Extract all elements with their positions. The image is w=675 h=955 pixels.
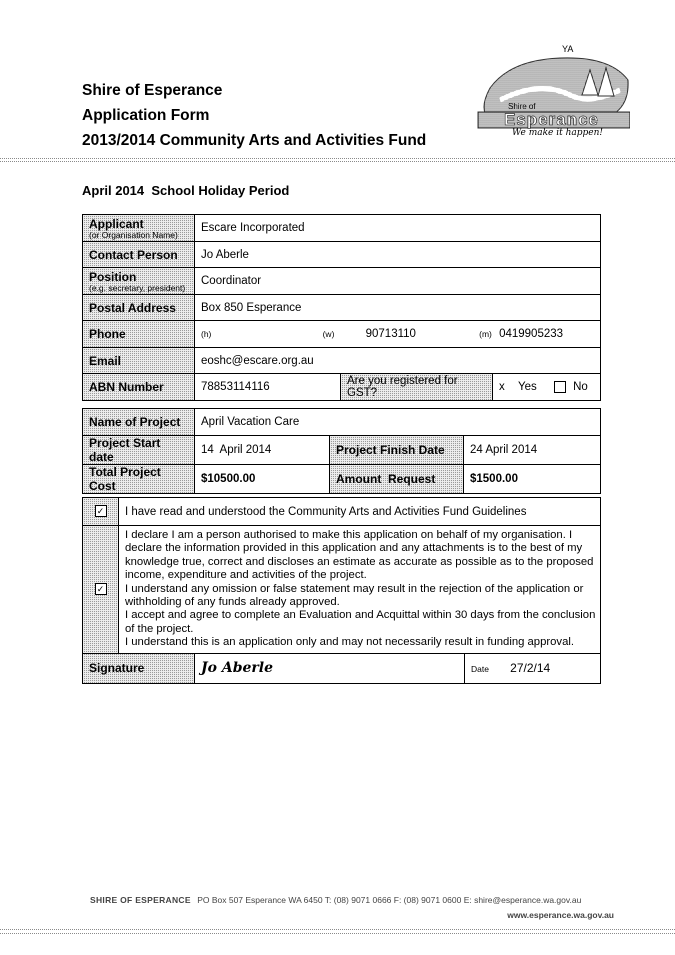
footer-contact: PO Box 507 Esperance WA 6450 T: (08) 9071 0666 F: (08) 9071 0600 E: shire@esperance.wa.gov.au: [197, 895, 582, 905]
logo-top-text: YA: [562, 44, 574, 54]
header-divider: [0, 158, 675, 159]
phone-mobile-label: (m): [479, 329, 492, 339]
footer-org: SHIRE OF ESPERANCE: [90, 895, 191, 905]
applicant-label-cell: [83, 215, 195, 242]
email-label: Email: [83, 348, 195, 374]
declaration-line: of the project.: [125, 622, 194, 635]
footer: [90, 895, 620, 920]
phone-work-value[interactable]: 90713110: [365, 328, 416, 340]
declaration-line: withholding of any funds already approved.: [125, 596, 340, 609]
header-fund-title: 2013/2014 Community Arts and Activities Fund: [82, 132, 427, 149]
signature-value[interactable]: Jo Aberle: [195, 653, 465, 683]
row-phone: [83, 321, 601, 348]
declaration-line: I understand this is an application only and may not necessarily result in funding approval.: [125, 636, 575, 649]
date-value[interactable]: 27/2/14: [510, 661, 551, 676]
postal-value[interactable]: Box 850 Esperance: [195, 295, 601, 321]
position-value[interactable]: Coordinator: [195, 268, 601, 295]
logo-tagline: We make it happen!: [512, 128, 604, 138]
logo-small-text: Shire of: [508, 102, 536, 111]
declaration-text: [119, 526, 601, 654]
row-project-cost: [83, 465, 601, 494]
period-heading: April 2014 School Holiday Period: [82, 183, 290, 198]
row-applicant: [83, 215, 601, 242]
logo-name: Esperance: [504, 110, 599, 129]
guidelines-checkbox[interactable]: ✓: [95, 505, 107, 517]
phone-work-label: (w): [322, 329, 335, 339]
guidelines-check-cell: [83, 498, 119, 526]
declaration-check-cell: [83, 526, 119, 654]
abn-value[interactable]: 78853114116: [195, 374, 341, 401]
footer-divider-2: [0, 933, 675, 934]
abn-label: ABN Number: [83, 374, 195, 401]
phone-home-label: (h): [201, 329, 212, 339]
date-cell: [465, 653, 601, 683]
declaration-line: I understand any omission or false statement may result in the rejection of the application or: [125, 582, 584, 595]
phone-value-cell[interactable]: [195, 321, 601, 348]
gst-yes-mark[interactable]: x: [499, 381, 505, 394]
finish-date-value[interactable]: 24 April 2014: [464, 436, 601, 465]
footer-website[interactable]: www.esperance.wa.gov.au: [507, 910, 614, 920]
gst-yes-label: Yes: [517, 381, 537, 394]
declaration-line: I declare I am a person authorised to make this application on behalf of my organisation. I: [125, 529, 573, 541]
position-sublabel: (e.g. secretary, president): [89, 282, 186, 293]
amount-request-value[interactable]: $1500.00: [464, 465, 601, 494]
footer-contact-line: [90, 895, 620, 905]
total-cost-label: Total Project Cost: [83, 465, 195, 494]
date-label: Date: [471, 664, 489, 675]
row-project-name: [83, 409, 601, 436]
postal-label: Postal Address: [83, 295, 195, 321]
declaration-line: income, expenditure and activities of the project.: [125, 569, 367, 582]
header-org-name: Shire of Esperance: [82, 82, 223, 99]
header-divider-2: [0, 161, 675, 162]
gst-question: Are you registered for GST?: [341, 374, 493, 401]
footer-divider: [0, 929, 675, 930]
shire-logo: [470, 44, 630, 142]
amount-request-label: Amount Request: [330, 465, 464, 494]
project-name-label: Name of Project: [83, 409, 195, 436]
row-signature: [83, 653, 601, 683]
header-form-title: Application Form: [82, 107, 210, 124]
row-position: [83, 268, 601, 295]
position-label: Position: [89, 269, 137, 284]
project-name-value[interactable]: April Vacation Care: [195, 409, 601, 436]
declaration-line: declare the information provided in this application and any attachments is to the best of my: [125, 542, 583, 555]
declaration-table: [82, 497, 601, 684]
gst-options: [493, 374, 601, 401]
row-guidelines: [83, 498, 601, 526]
position-label-cell: [83, 268, 195, 295]
row-postal: [83, 295, 601, 321]
row-contact: [83, 242, 601, 268]
start-date-label: Project Start date: [83, 436, 195, 465]
declaration-line: I accept and agree to complete an Evaluation and Acquittal within 30 days from the conclusion: [125, 609, 596, 622]
project-table: [82, 408, 601, 494]
finish-date-label: Project Finish Date: [330, 436, 464, 465]
row-email: [83, 348, 601, 374]
phone-mobile-value[interactable]: 0419905233: [499, 328, 564, 340]
contact-value[interactable]: Jo Aberle: [195, 242, 601, 268]
row-project-dates: [83, 436, 601, 465]
row-declaration: [83, 526, 601, 654]
email-value[interactable]: eoshc@escare.org.au: [195, 348, 601, 374]
declaration-line: knowledge true, correct and discloses an estimate as accurate as possible as to the proposed: [125, 555, 594, 568]
applicant-label: Applicant: [89, 216, 144, 231]
gst-no-checkbox[interactable]: [554, 381, 566, 393]
applicant-sublabel: (or Organisation Name): [89, 229, 178, 240]
phone-label: Phone: [83, 321, 195, 348]
total-cost-value[interactable]: $10500.00: [195, 465, 330, 494]
applicant-table: [82, 214, 601, 401]
gst-no-label: No: [573, 381, 588, 394]
applicant-value[interactable]: Escare Incorporated: [195, 215, 601, 242]
guidelines-text: I have read and understood the Community Arts and Activities Fund Guidelines: [119, 498, 601, 526]
row-abn: [83, 374, 601, 401]
declaration-checkbox[interactable]: ✓: [95, 583, 107, 595]
start-date-value[interactable]: 14 April 2014: [195, 436, 330, 465]
contact-label: Contact Person: [83, 242, 195, 268]
signature-label: Signature: [83, 653, 195, 683]
